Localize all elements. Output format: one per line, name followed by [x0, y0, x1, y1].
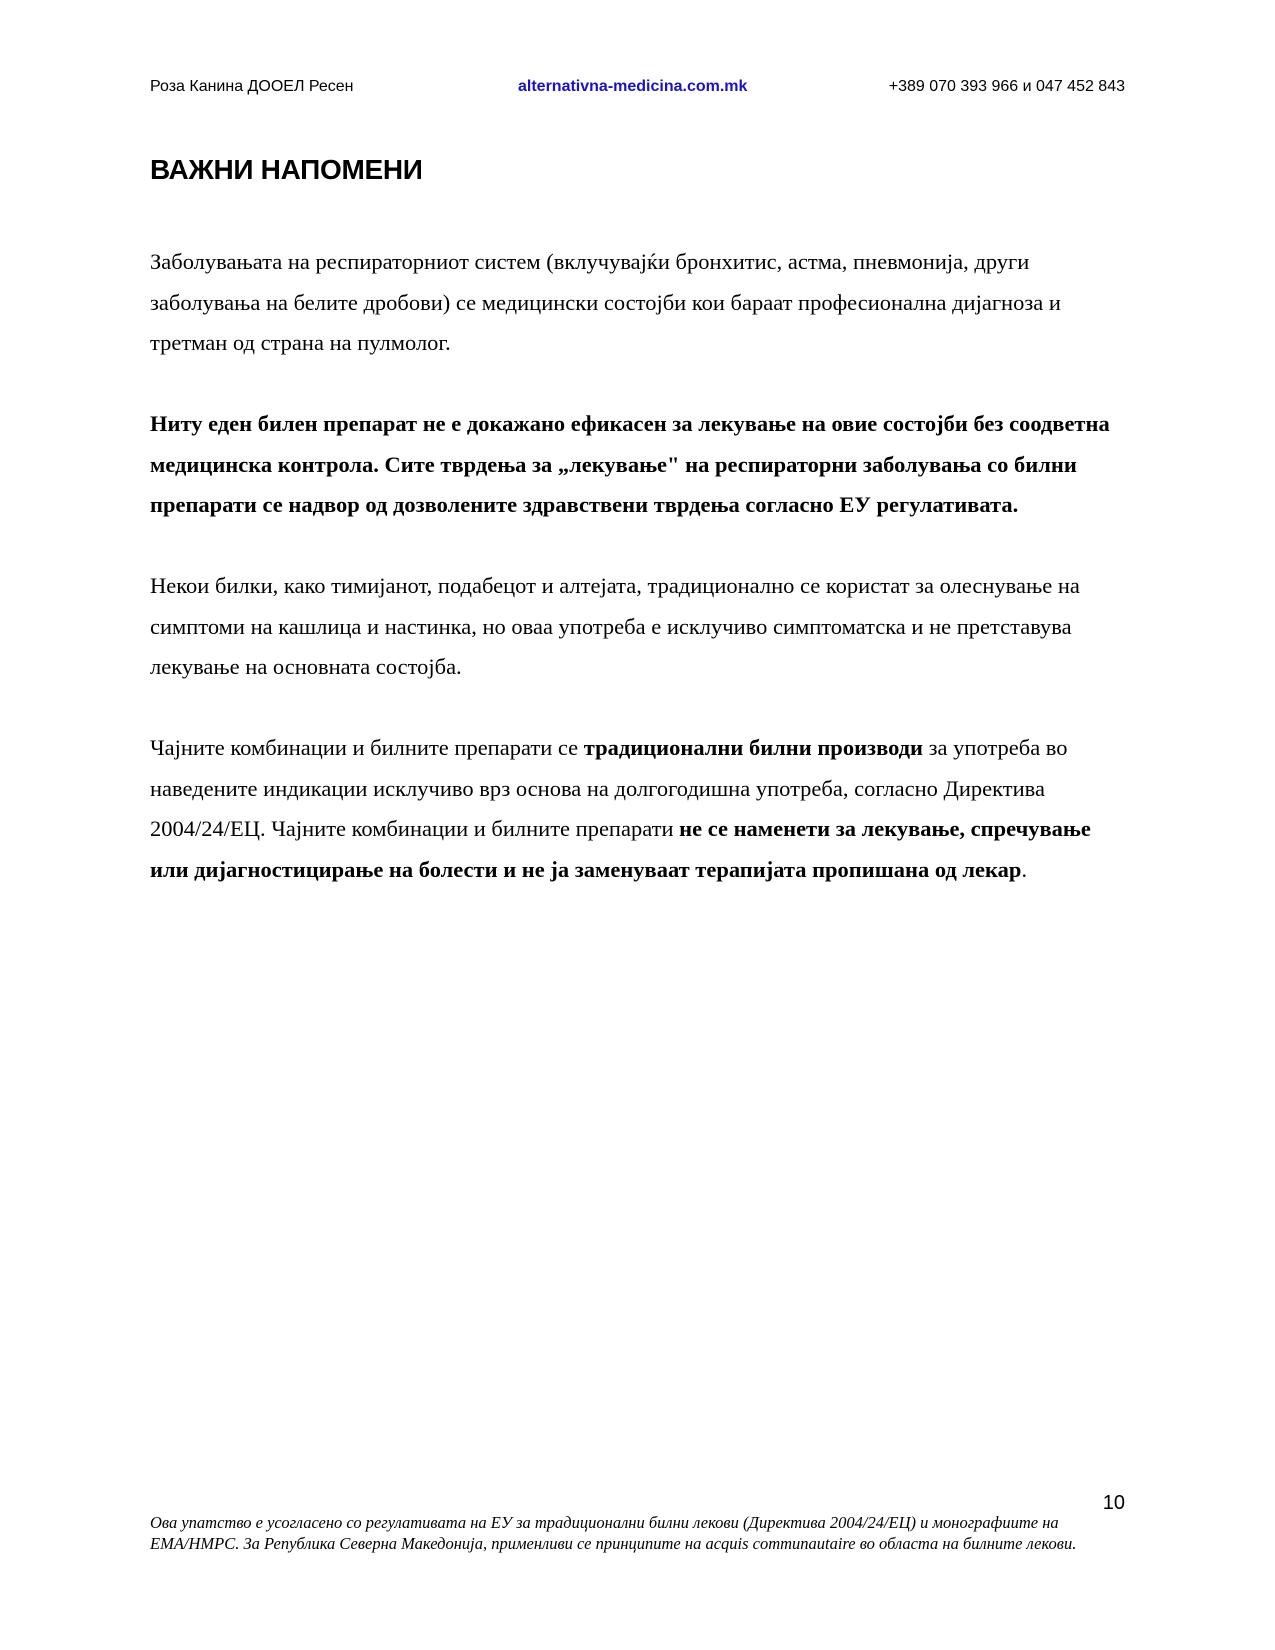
paragraph-text: Чајните комбинации и билните препарати се [150, 735, 584, 760]
paragraph-respiratory-diseases: Заболувањата на респираторниот систем (вклучувајќи бронхитис, астма, пневмонија, други заболувања на белите дробови) се медицински состојби кои бараат професионална дијагноза и третман од страна на пулмолог. [150, 249, 1061, 355]
company-name: Роза Канина ДООЕЛ Ресен [150, 78, 354, 95]
page-header [150, 76, 1125, 98]
page-number: 10 [1102, 1492, 1125, 1514]
document-body [150, 242, 1125, 931]
page-title: ВАЖНИ НАПОМЕНИ [150, 154, 423, 185]
paragraph-symptomatic-use: Некои билки, како тимијанот, подабецот и алтејата, традиционално се користат за олеснување на симптоми на кашлица и настинка, но оваа употреба е исклучиво симптоматска и не претставува лекување на основната состојба. [150, 573, 1080, 679]
paragraph-text: . [1021, 856, 1028, 882]
emphasis-not-for-treatment: не се наменети за лекување, спречување или дијагностицирање на болести и не ја заменуваат терапијата пропишана од лекар [150, 816, 1091, 882]
phone-numbers: +389 070 393 966 и 047 452 843 [888, 78, 1125, 95]
paragraph-text: за употреба во наведените индикации исклучиво врз основа на долгогодишна употреба, согласно Директива 2004/24/ЕЦ. Чајните комбинации и билните препарати [150, 735, 1068, 841]
website-link[interactable]: alternativna-medicina.com.mk [518, 78, 748, 95]
paragraph-no-proven-efficacy: Ниту еден билен препарат не е докажано ефикасен за лекување на овие состојби без соодветна медицинска контрола. Сите тврдења за „лекување" на респираторни заболувања со билни препарати се надвор од дозволените здравствени тврдења согласно ЕУ регулативата. [150, 411, 1110, 517]
paragraph-traditional-products [150, 728, 1125, 890]
footer-disclaimer: Ова упатство е усогласено со регулативата на ЕУ за традиционални билни лекови (Директива 2004/24/ЕЦ) и монографиите на ЕМА/HMPC. За Република Северна Македонија, применливи се принципите на acquis communautaire во областа на билните лекови. [150, 1513, 1077, 1553]
emphasis-traditional-herbal-products: традиционални билни производи [583, 735, 924, 760]
